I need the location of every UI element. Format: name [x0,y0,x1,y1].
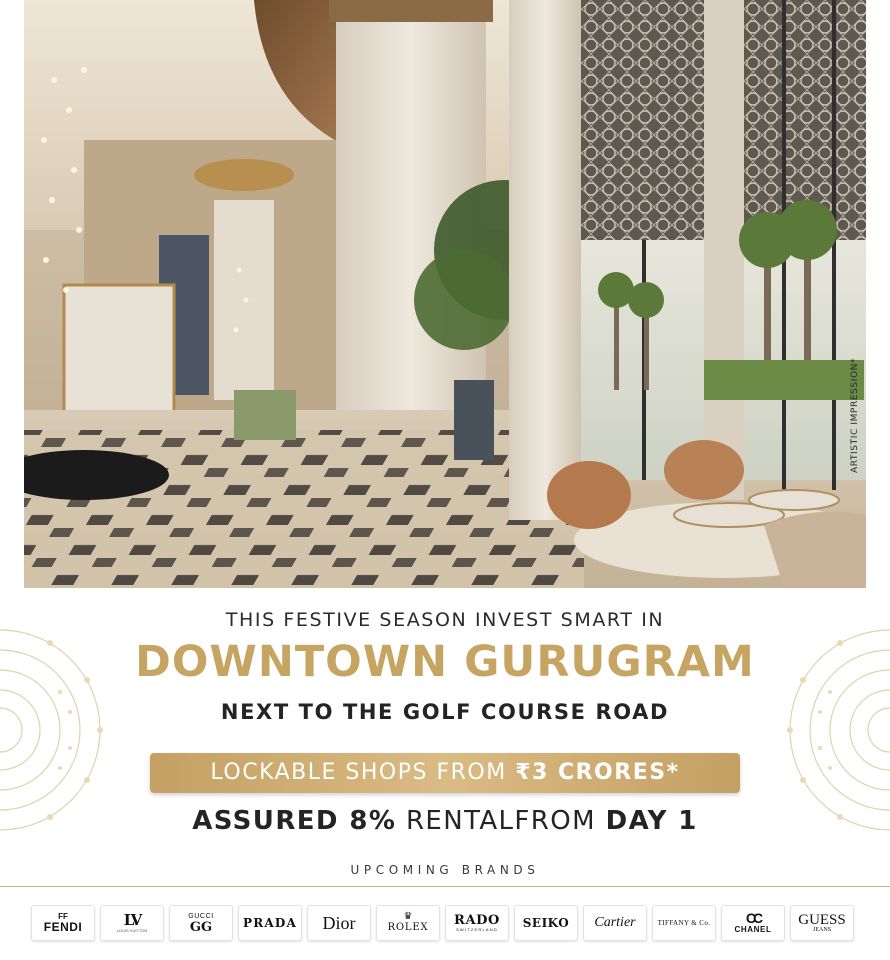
brand-louis-vuitton-logo [100,905,164,941]
assured-percent: ASSURED 8% [192,806,397,836]
headline-intro: THIS FESTIVE SEASON INVEST SMART IN [225,609,665,631]
brand-prada-logo: PRADA [238,905,302,941]
hero-lobby-rendering [24,0,866,588]
brand-guess-logo [790,905,854,941]
assured-rental-text [0,806,890,836]
rado-name: RADO [454,912,500,928]
brand-seiko-logo: SEIKO [514,905,578,941]
offer-banner [150,753,740,793]
offer-price: ₹3 CRORES* [515,760,680,785]
brand-tiffany-logo: TIFFANY & Co. [652,905,716,941]
assured-day: DAY 1 [605,806,698,836]
fendi-name: FENDI [43,920,83,934]
headline-location: DOWNTOWN GURUGRAM [135,637,755,687]
brand-rolex-logo [376,905,440,941]
rolex-crown-icon: ♛ [403,911,413,922]
assured-rental: RENTALFROM [396,806,606,836]
artistic-impression-label: ARTISTIC IMPRESSION* [850,357,860,473]
rado-sub: SWITZERLAND [456,926,498,932]
divider [0,886,890,887]
guess-name: GUESS [798,911,846,928]
fendi-mark: FF [58,912,68,921]
upcoming-brands-title: UPCOMING BRANDS [350,863,540,877]
brand-rado-logo [445,905,509,941]
brand-logo-row [31,905,861,941]
brand-dior-logo: Dior [307,905,371,941]
offer-prefix: LOCKABLE SHOPS FROM [210,760,516,785]
headline-subtitle: NEXT TO THE GOLF COURSE ROAD [220,700,670,724]
brand-gucci-logo [169,905,233,941]
brand-fendi-logo [31,905,95,941]
guess-sub: JEANS [812,926,831,933]
lobby-illustration [24,0,866,588]
lv-sub: LOUIS VUITTON [116,928,148,933]
brand-chanel-logo [721,905,785,941]
gucci-name: GUCCI [188,912,214,920]
gucci-mark: GG [189,919,213,935]
brand-cartier-logo: Cartier [583,905,647,941]
lv-mark: LV [123,911,141,929]
chanel-name: CHANEL [734,925,772,934]
chanel-cc-icon: CC [745,910,761,926]
rolex-name: ROLEX [387,922,429,933]
